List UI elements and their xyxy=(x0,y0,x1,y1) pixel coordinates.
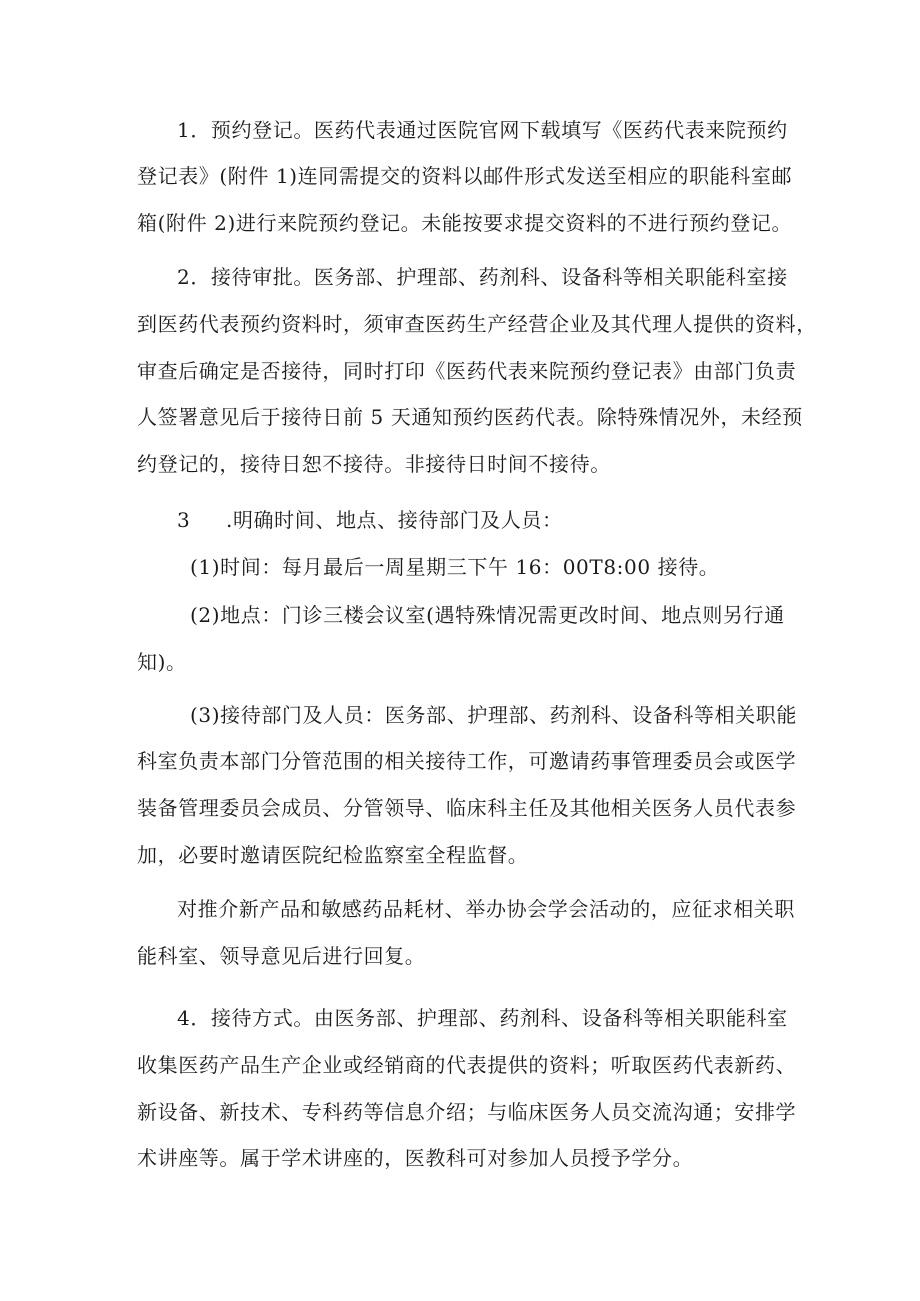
section3-heading-number: 3 xyxy=(177,508,191,532)
section3-staff-line-4: 加，必要时邀请医院纪检监察室全程监督。 xyxy=(137,843,529,867)
section3-heading-text: .明确时间、地点、接待部门及人员： xyxy=(226,508,563,532)
section2-line-2: 到医药代表预约资料时，须审查医药生产经营企业及其代理人提供的资料， xyxy=(137,312,817,336)
section2-line-1: 2．接待审批。医务部、护理部、药剂科、设备科等相关职能科室接 xyxy=(177,265,788,289)
section2-line-4: 人签署意见后于接待日前 5 天通知预约医药代表。除特殊情况外，未经预 xyxy=(137,405,803,429)
section1-line-2: 登记表》(附件 1)连同需提交的资料以邮件形式发送至相应的职能科室邮 xyxy=(137,164,793,188)
section2-line-5: 约登记的，接待日恕不接待。非接待日时间不接待。 xyxy=(137,452,611,476)
section3-staff-line-1: (3)接待部门及人员：医务部、护理部、药剂科、设备科等相关职能 xyxy=(190,703,797,727)
section4-line-3: 新设备、新技术、专科药等信息介绍；与临床医务人员交流沟通；安排学 xyxy=(137,1100,797,1124)
section4-line-1: 4．接待方式。由医务部、护理部、药剂科、设备科等相关职能科室 xyxy=(177,1006,788,1030)
section1-line-1: 1．预约登记。医药代表通过医院官网下载填写《医药代表来院预约 xyxy=(177,118,788,142)
section4-line-4: 术讲座等。属于学术讲座的，医教科可对参加人员授予学分。 xyxy=(137,1146,694,1170)
section3-note-line-2: 能科室、领导意见后进行回复。 xyxy=(137,944,426,968)
section4-line-2: 收集医药产品生产企业或经销商的代表提供的资料；听取医药代表新药、 xyxy=(137,1053,797,1077)
section3-staff-line-3: 装备管理委员会成员、分管领导、临床科主任及其他相关医务人员代表参 xyxy=(137,796,797,820)
section3-time: (1)时间：每月最后一周星期三下午 16：00T8:00 接待。 xyxy=(190,555,720,579)
section2-line-3: 审查后确定是否接待，同时打印《医药代表来院预约登记表》由部门负责 xyxy=(137,359,797,383)
section1-line-3: 箱(附件 2)进行来院预约登记。未能按要求提交资料的不进行预约登记。 xyxy=(137,211,793,235)
section3-place-line-2: 知)。 xyxy=(137,650,187,674)
section3-note-line-1: 对推介新产品和敏感药品耗材、举办协会学会活动的，应征求相关职 xyxy=(177,897,795,921)
section3-place-line-1: (2)地点：门诊三楼会议室(遇特殊情况需更改时间、地点则另行通 xyxy=(190,603,785,627)
section3-staff-line-2: 科室负责本部门分管范围的相关接待工作，可邀请药事管理委员会或医学 xyxy=(137,749,797,773)
